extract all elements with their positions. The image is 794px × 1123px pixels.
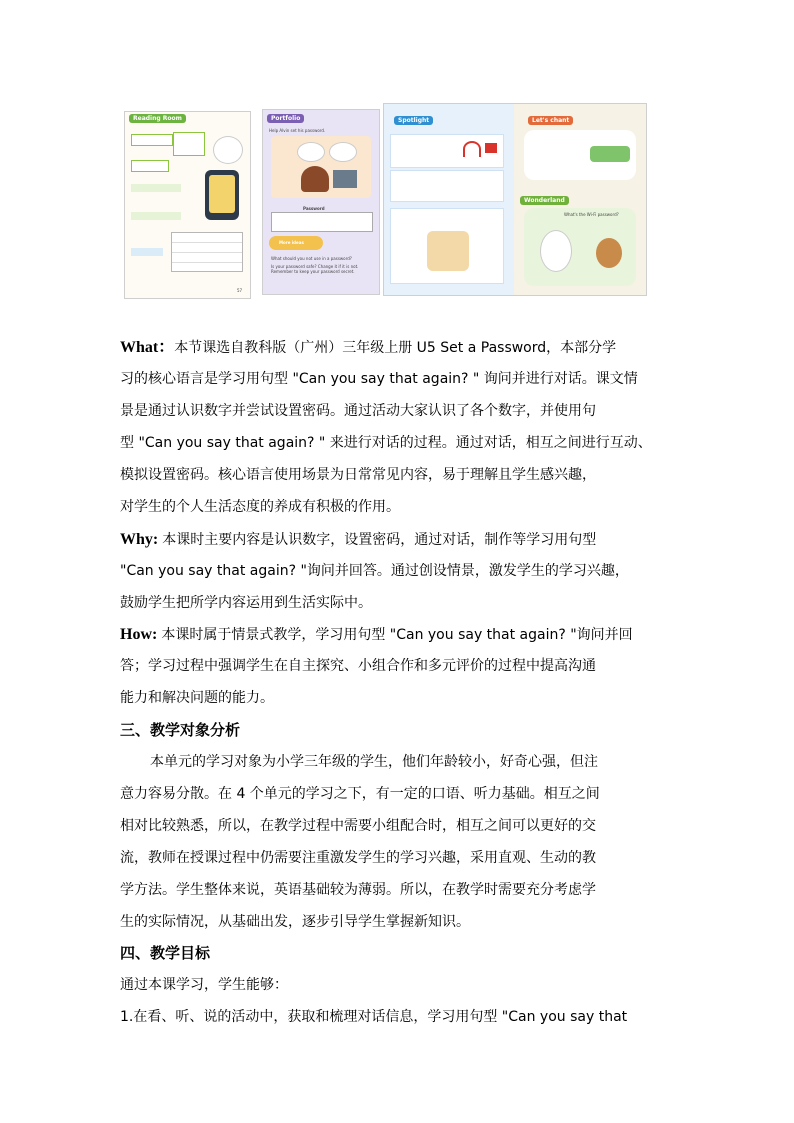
section-3-heading: 三、教学对象分析 <box>120 721 241 739</box>
phone-keypad-icon <box>205 170 239 220</box>
portfolio-subtitle: Help Alvin set his password. <box>269 128 326 133</box>
what-paragraph-line-3: 景是通过认识数字并尝试设置密码。通过活动大家认识了各个数字，并使用句 <box>120 403 596 419</box>
what-paragraph-line-6: 对学生的个人生活态度的养成有积极的作用。 <box>120 499 400 515</box>
section-4-item-1: 1.在看、听、说的活动中，获取和梳理对话信息，学习用句型 "Can you say that <box>120 1009 628 1025</box>
wonderland-bubble: What's the Wi-Fi password? <box>564 212 619 217</box>
why-paragraph-line-1: Why: 本课时主要内容是认识数字，设置密码，通过对话，制作等学习用句型 <box>120 531 597 548</box>
why-label: Why: <box>120 531 163 548</box>
dialogue-panel-3 <box>390 208 504 284</box>
portfolio-image <box>262 109 380 295</box>
wifi-icon <box>463 141 481 157</box>
section-3-line-5: 学方法。学生整体来说，英语基础较为薄弱。所以，在教学时需要充分考虑学 <box>120 882 596 898</box>
steps-table <box>171 232 243 272</box>
instruction-strip <box>131 184 181 192</box>
tree-character <box>596 238 622 268</box>
portfolio-question-2: Is your password safe? Change it if it is not. Remember to keep your password secret. <box>271 264 359 274</box>
section-3-line-4: 流，教师在授课过程中仍需要注重激发学生的学习兴趣，采用直观、生动的教 <box>120 850 596 866</box>
why-paragraph-line-3: 鼓励学生把所学内容运用到生活实际中。 <box>120 595 372 611</box>
dialogue-panel-1 <box>390 134 504 168</box>
how-paragraph-line-1: How: 本课时属于情景式教学，学习用句型 "Can you say that again? "询问并回 <box>120 626 633 643</box>
wonderland-label: Wonderland <box>520 196 569 205</box>
how-paragraph-line-2: 答；学习过程中强调学生在自主探究、小组合作和多元评价的过程中提高沟通 <box>120 658 596 674</box>
section-3-line-2: 意力容易分散。在 4 个单元的学习之下，有一定的口语、听力基础。相互之间 <box>120 786 600 802</box>
reading-room-image <box>124 111 251 299</box>
section-3-line-1: 本单元的学习对象为小学三年级的学生，他们年龄较小，好奇心强，但注 <box>150 754 598 770</box>
speech-bubble <box>213 136 243 164</box>
portfolio-title: Portfolio <box>267 114 304 123</box>
password-field-box <box>271 212 373 232</box>
portfolio-question-1: What should you not use in a password? <box>271 256 352 261</box>
dialogue-panel-2 <box>390 170 504 202</box>
lock-icon <box>485 143 497 153</box>
bear-character <box>540 230 572 272</box>
what-label: What： <box>120 339 175 356</box>
password-sticker <box>590 146 630 162</box>
page-number: 57 <box>237 288 243 293</box>
password-field-label: Password <box>303 206 325 211</box>
what-paragraph-line-5: 模拟设置密码。核心语言使用场景为日常常见内容，易于理解且学生感兴趣， <box>120 467 596 483</box>
why-paragraph-line-2: "Can you say that again? "询问并回答。通过创设情景，激发学生的学习兴趣， <box>120 563 629 579</box>
section-4-heading: 四、教学目标 <box>120 944 211 962</box>
word-box <box>131 160 169 172</box>
more-ideas-badge <box>269 236 323 250</box>
right-page <box>514 104 646 295</box>
what-paragraph-line-4: 型 "Can you say that again? " 来进行对话的过程。通过对话，相互之间进行互动、 <box>120 435 652 451</box>
how-paragraph-line-3: 能力和解决问题的能力。 <box>120 690 274 706</box>
section-3-line-3: 相对比较熟悉，所以，在教学过程中需要小组配合时，相互之间可以更好的交 <box>120 818 596 834</box>
section-4-intro: 通过本课学习，学生能够： <box>120 977 288 993</box>
what-paragraph-line-1: What：本节课选自教科版（广州）三年级上册 U5 Set a Password，本部分学 <box>120 339 617 356</box>
reading-room-title: Reading Room <box>129 114 186 123</box>
chant-panel <box>524 130 636 180</box>
how-label: How: <box>120 626 162 643</box>
instruction-strip <box>131 212 181 220</box>
section-3-line-6: 生的实际情况，从基础出发，逐步引导学生掌握新知识。 <box>120 914 470 930</box>
lets-chant-label: Let's chant <box>528 116 573 125</box>
progress-strip <box>131 248 163 256</box>
word-box <box>173 132 205 156</box>
word-box <box>131 134 173 146</box>
wonderland-scene <box>524 208 636 286</box>
more-ideas-label: More ideas <box>279 240 304 245</box>
girl-at-computer-picture <box>271 136 371 198</box>
spotlight-title: Spotlight <box>394 116 433 125</box>
what-paragraph-line-2: 习的核心语言是学习用句型 "Can you say that again? " 询问并进行对话。课文情 <box>120 371 638 387</box>
spotlight-image <box>383 103 647 296</box>
